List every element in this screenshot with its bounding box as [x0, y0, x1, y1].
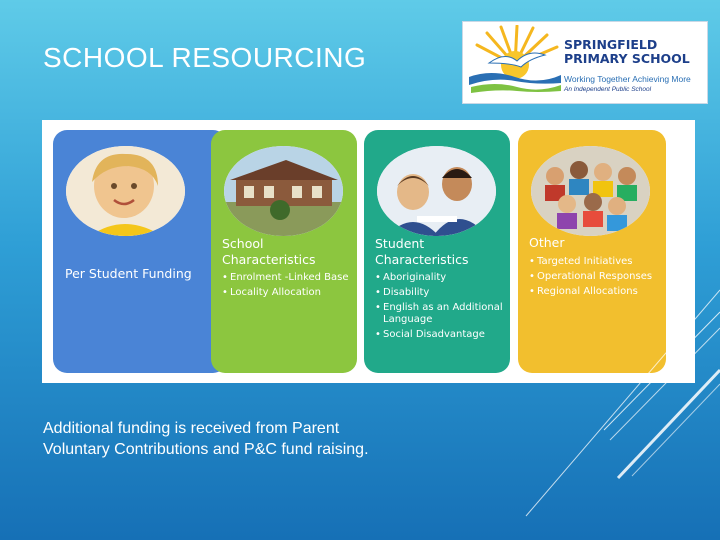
- funding-diagram: [42, 120, 695, 383]
- list-item: • Operational Responses: [529, 271, 659, 283]
- list-item: • Regional Allocations: [529, 286, 659, 298]
- logo-tagline: Working Together Achieving More: [564, 74, 691, 84]
- heading-line1: Student: [375, 236, 425, 251]
- heading-line1: School: [222, 236, 264, 251]
- sunburst-bird-emblem-icon: [467, 25, 563, 101]
- student-characteristics-list: [375, 272, 505, 344]
- slide-title: SCHOOL RESOURCING: [43, 42, 367, 73]
- other-list: [529, 256, 659, 301]
- list-item: • Targeted Initiatives: [529, 256, 659, 268]
- school-logo: [462, 21, 708, 104]
- list-item: • Disability: [375, 287, 505, 299]
- card-per-student-funding: [53, 130, 227, 373]
- card-other: [518, 130, 666, 373]
- card-school-characteristics: [211, 130, 357, 373]
- card-student-characteristics: [364, 130, 510, 373]
- school-characteristics-list: [222, 272, 352, 302]
- list-item: • English as an Additional Language: [375, 302, 505, 326]
- group-photo-icon: [531, 146, 650, 236]
- list-item: • Aboriginality: [375, 272, 505, 284]
- heading-line2: Characteristics: [222, 251, 316, 267]
- logo-name-line1: SPRINGFIELD: [564, 37, 658, 52]
- list-item: • Social Disadvantage: [375, 329, 505, 341]
- child-photo-icon: [66, 146, 185, 236]
- card-heading-school: [222, 236, 352, 267]
- students-photo-icon: [377, 146, 496, 236]
- card-heading-student: [375, 236, 505, 267]
- heading-line2: Characteristics: [375, 251, 469, 267]
- slide-body-text: Additional funding is received from Parent Voluntary Contributions and P&C fund raising.: [43, 420, 369, 458]
- card-label-per-student: Per Student Funding: [65, 266, 192, 281]
- list-item: • Locality Allocation: [222, 287, 352, 299]
- logo-subtag: An Independent Public School: [564, 86, 652, 93]
- school-building-photo-icon: [224, 146, 343, 236]
- card-heading-other: Other: [529, 235, 565, 250]
- list-item: • Enrolment -Linked Base: [222, 272, 352, 284]
- logo-name-line2: PRIMARY SCHOOL: [564, 51, 690, 66]
- logo-school-name: [564, 38, 690, 66]
